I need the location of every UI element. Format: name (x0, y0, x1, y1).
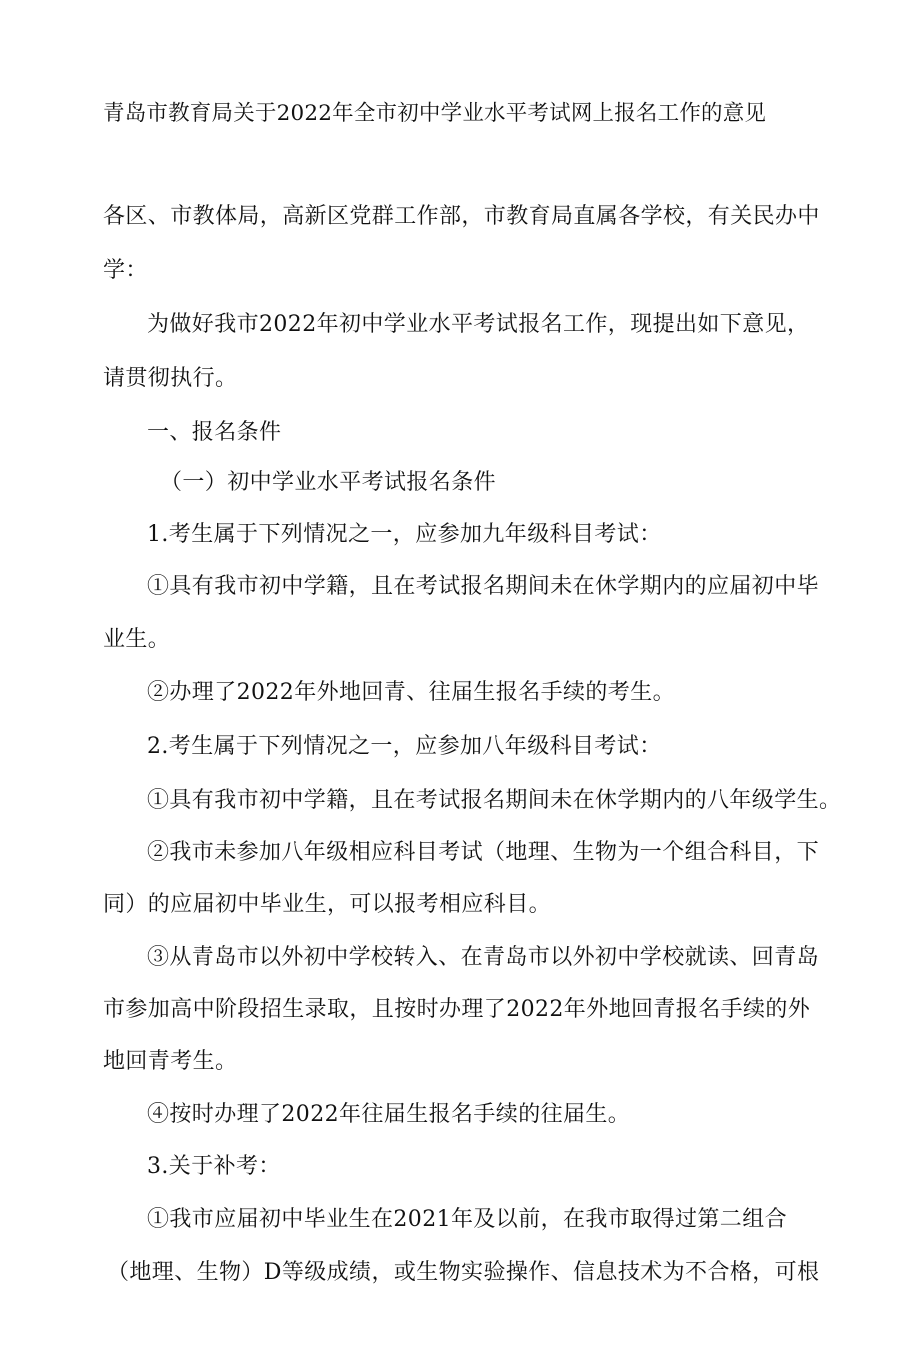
paragraph-line: （地理、生物）D等级成绩，或生物实验操作、信息技术为不合格，可根 (107, 1260, 820, 1285)
document-title: 青岛市教育局关于2022年全市初中学业水平考试网上报名工作的意见 (103, 101, 767, 126)
paragraph-line: 1.考生属于下列情况之一，应参加九年级科目考试： (147, 522, 662, 547)
paragraph-line: 各区、市教体局，高新区党群工作部，市教育局直属各学校，有关民办中 (103, 204, 820, 229)
paragraph-line: 为做好我市2022年初中学业水平考试报名工作，现提出如下意见， (147, 312, 810, 337)
paragraph-line: 请贯彻执行。 (103, 366, 238, 391)
paragraph-line: 地回青考生。 (103, 1049, 238, 1074)
section-heading: 一、报名条件 (147, 420, 282, 445)
paragraph-line: 市参加高中阶段招生录取，且按时办理了2022年外地回青报名手续的外 (103, 997, 811, 1022)
subsection-heading: （一）初中学业水平考试报名条件 (160, 470, 497, 495)
paragraph-line: 学： (103, 258, 148, 283)
paragraph-line: ③从青岛市以外初中学校转入、在青岛市以外初中学校就读、回青岛 (147, 945, 820, 970)
paragraph-line: ②办理了2022年外地回青、往届生报名手续的考生。 (147, 680, 675, 705)
paragraph-line: ①具有我市初中学籍，且在考试报名期间未在休学期内的八年级学生。 (147, 788, 842, 813)
paragraph-line: ①具有我市初中学籍，且在考试报名期间未在休学期内的应届初中毕 (147, 574, 820, 599)
paragraph-line: 2.考生属于下列情况之一，应参加八年级科目考试： (147, 734, 662, 759)
paragraph-line: ①我市应届初中毕业生在2021年及以前，在我市取得过第二组合 (147, 1207, 787, 1232)
paragraph-line: 同）的应届初中毕业生，可以报考相应科目。 (103, 892, 552, 917)
paragraph-line: ②我市未参加八年级相应科目考试（地理、生物为一个组合科目，下 (147, 840, 820, 865)
paragraph-line: 业生。 (103, 627, 171, 652)
paragraph-line: ④按时办理了2022年往届生报名手续的往届生。 (147, 1102, 631, 1127)
paragraph-line: 3.关于补考： (147, 1154, 281, 1179)
